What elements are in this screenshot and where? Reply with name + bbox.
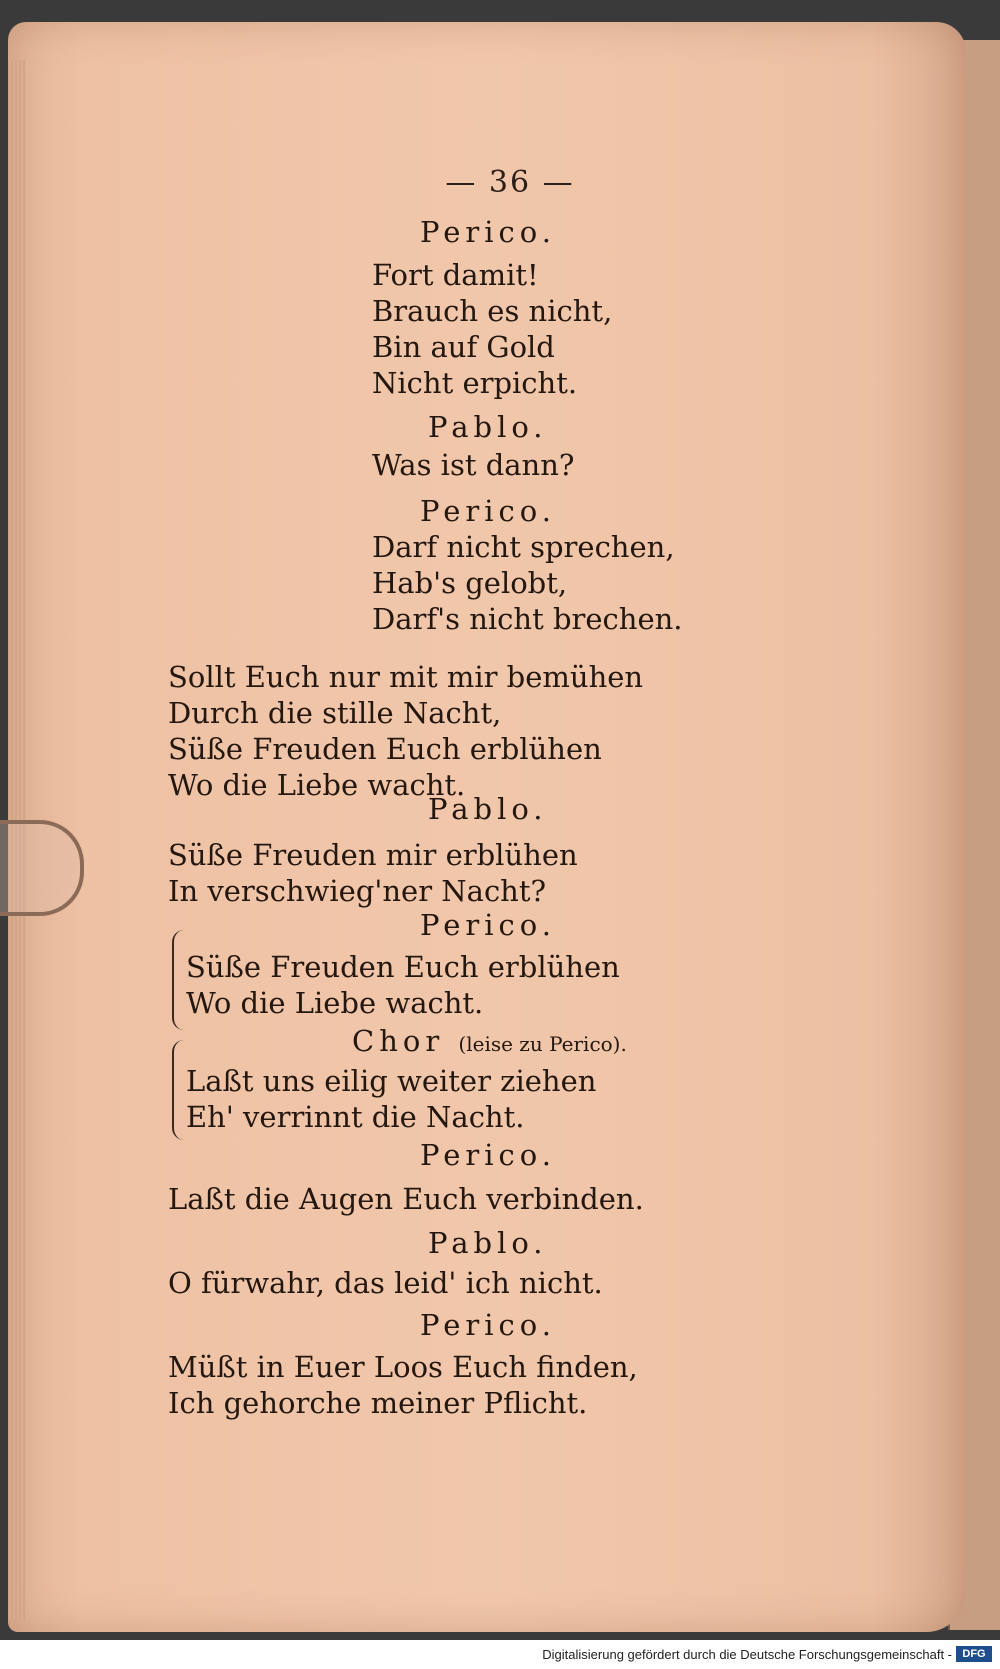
dfg-logo-icon: DFG bbox=[956, 1646, 992, 1662]
verse-line: In verschwieg'ner Nacht? bbox=[168, 874, 547, 908]
verse-line: Laßt die Augen Euch verbinden. bbox=[168, 1182, 644, 1216]
speaker-name: Perico. bbox=[420, 215, 556, 249]
speaker-name: Perico. bbox=[420, 1138, 556, 1172]
verse-line: Eh' verrinnt die Nacht. bbox=[186, 1100, 525, 1134]
paper-clip bbox=[0, 820, 84, 916]
speaker-label: Chor bbox=[352, 1024, 445, 1058]
verse-line: Wo die Liebe wacht. bbox=[168, 768, 466, 802]
speaker-name: Pablo. bbox=[428, 1226, 548, 1260]
verse-line: Wo die Liebe wacht. bbox=[186, 986, 484, 1020]
verse-line: Darf nicht sprechen, bbox=[372, 530, 675, 564]
speaker-name: Perico. bbox=[420, 908, 556, 942]
speaker-name: Pablo. bbox=[428, 792, 548, 826]
speaker-name: Perico. bbox=[420, 1308, 556, 1342]
verse-line: Darf's nicht brechen. bbox=[372, 602, 683, 636]
verse-line: Ich gehorche meiner Pflicht. bbox=[168, 1386, 588, 1420]
stage-direction: (leise zu Perico). bbox=[458, 1032, 627, 1056]
speaker-name bbox=[352, 1024, 627, 1058]
verse-line: Süße Freuden mir erblühen bbox=[168, 838, 578, 872]
page-number: — 36 — bbox=[445, 165, 575, 200]
verse-line: Süße Freuden Euch erblühen bbox=[186, 950, 620, 984]
verse-line: O fürwahr, das leid' ich nicht. bbox=[168, 1266, 603, 1300]
brace-chorus bbox=[172, 1040, 184, 1140]
verse-line: Sollt Euch nur mit mir bemühen bbox=[168, 660, 644, 694]
verse-line: Durch die stille Nacht, bbox=[168, 696, 502, 730]
funding-notice: Digitalisierung gefördert durch die Deutsche Forschungsgemeinschaft - bbox=[542, 1647, 952, 1662]
verse-line: Hab's gelobt, bbox=[372, 566, 568, 600]
verse-line: Bin auf Gold bbox=[372, 330, 555, 364]
verse-line: Nicht erpicht. bbox=[372, 366, 578, 400]
verse-line: Brauch es nicht, bbox=[372, 294, 613, 328]
verse-line: Laßt uns eilig weiter ziehen bbox=[186, 1064, 597, 1098]
verse-line: Müßt in Euer Loos Euch finden, bbox=[168, 1350, 638, 1384]
verse-line: Was ist dann? bbox=[372, 448, 575, 482]
brace-solo bbox=[172, 930, 184, 1030]
speaker-name: Pablo. bbox=[428, 410, 548, 444]
verse-line: Fort damit! bbox=[372, 258, 539, 292]
speaker-name: Perico. bbox=[420, 494, 556, 528]
verse-line: Süße Freuden Euch erblühen bbox=[168, 732, 602, 766]
